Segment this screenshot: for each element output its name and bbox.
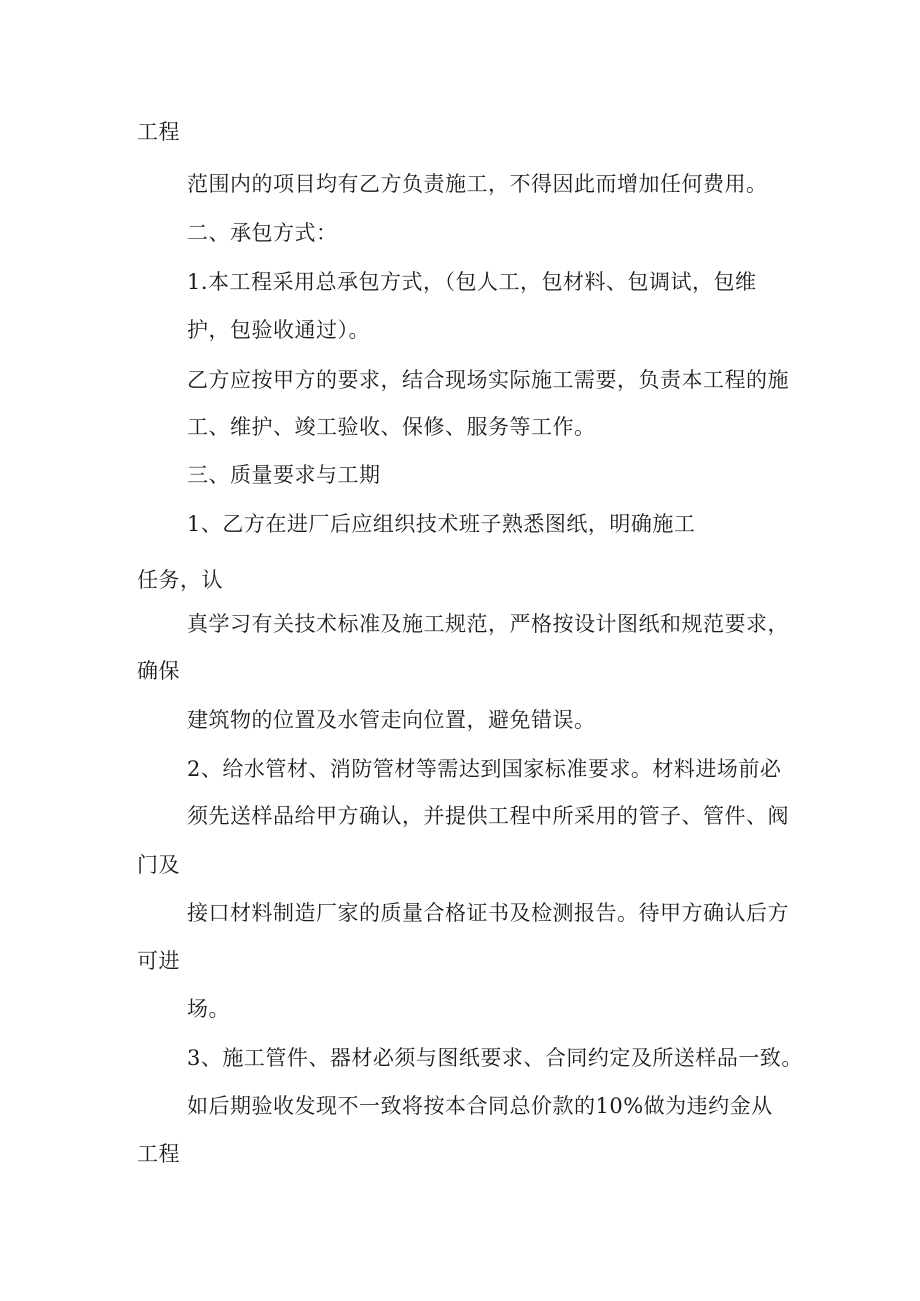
text-line: 工程 — [137, 120, 180, 144]
text-line: 可进 — [137, 949, 180, 973]
section-heading: 三、质量要求与工期 — [187, 463, 381, 487]
text-line: 任务，认 — [137, 568, 223, 592]
text-line: 工程 — [137, 1142, 180, 1166]
text-line: 工、维护、竣工验收、保修、服务等工作。 — [187, 415, 596, 439]
text-line: 接口材料制造厂家的质量合格证书及检测报告。待甲方确认后方 — [187, 901, 789, 925]
text-line: 范围内的项目均有乙方负责施工，不得因此而增加任何费用。 — [187, 172, 768, 196]
text-line: 1、乙方在进厂后应组织技术班子熟悉图纸，明确施工 — [187, 512, 696, 536]
text-line: 门及 — [137, 853, 180, 877]
text-line: 1.本工程采用总承包方式，（包人工，包材料、包调试，包维 — [187, 270, 757, 294]
text-line: 护，包验收通过）。 — [187, 318, 370, 342]
text-line: 2、给水管材、消防管材等需达到国家标准要求。材料进场前必 — [187, 757, 782, 781]
text-line: 乙方应按甲方的要求，结合现场实际施工需要，负责本工程的施 — [187, 368, 789, 392]
text-line: 场。 — [187, 997, 230, 1021]
text-line: 3、施工管件、器材必须与图纸要求、合同约定及所送样品一致。 — [187, 1046, 803, 1070]
section-heading: 二、承包方式： — [187, 221, 338, 245]
text-line: 建筑物的位置及水管走向位置，避免错误。 — [187, 708, 596, 732]
text-line: 须先送样品给甲方确认，并提供工程中所采用的管子、管件、阀 — [187, 804, 789, 828]
text-line: 真学习有关技术标准及施工规范，严格按设计图纸和规范要求， — [187, 612, 789, 636]
text-line: 如后期验收发现不一致将按本合同总价款的10%做为违约金从 — [187, 1094, 773, 1118]
text-line: 确保 — [137, 659, 180, 683]
